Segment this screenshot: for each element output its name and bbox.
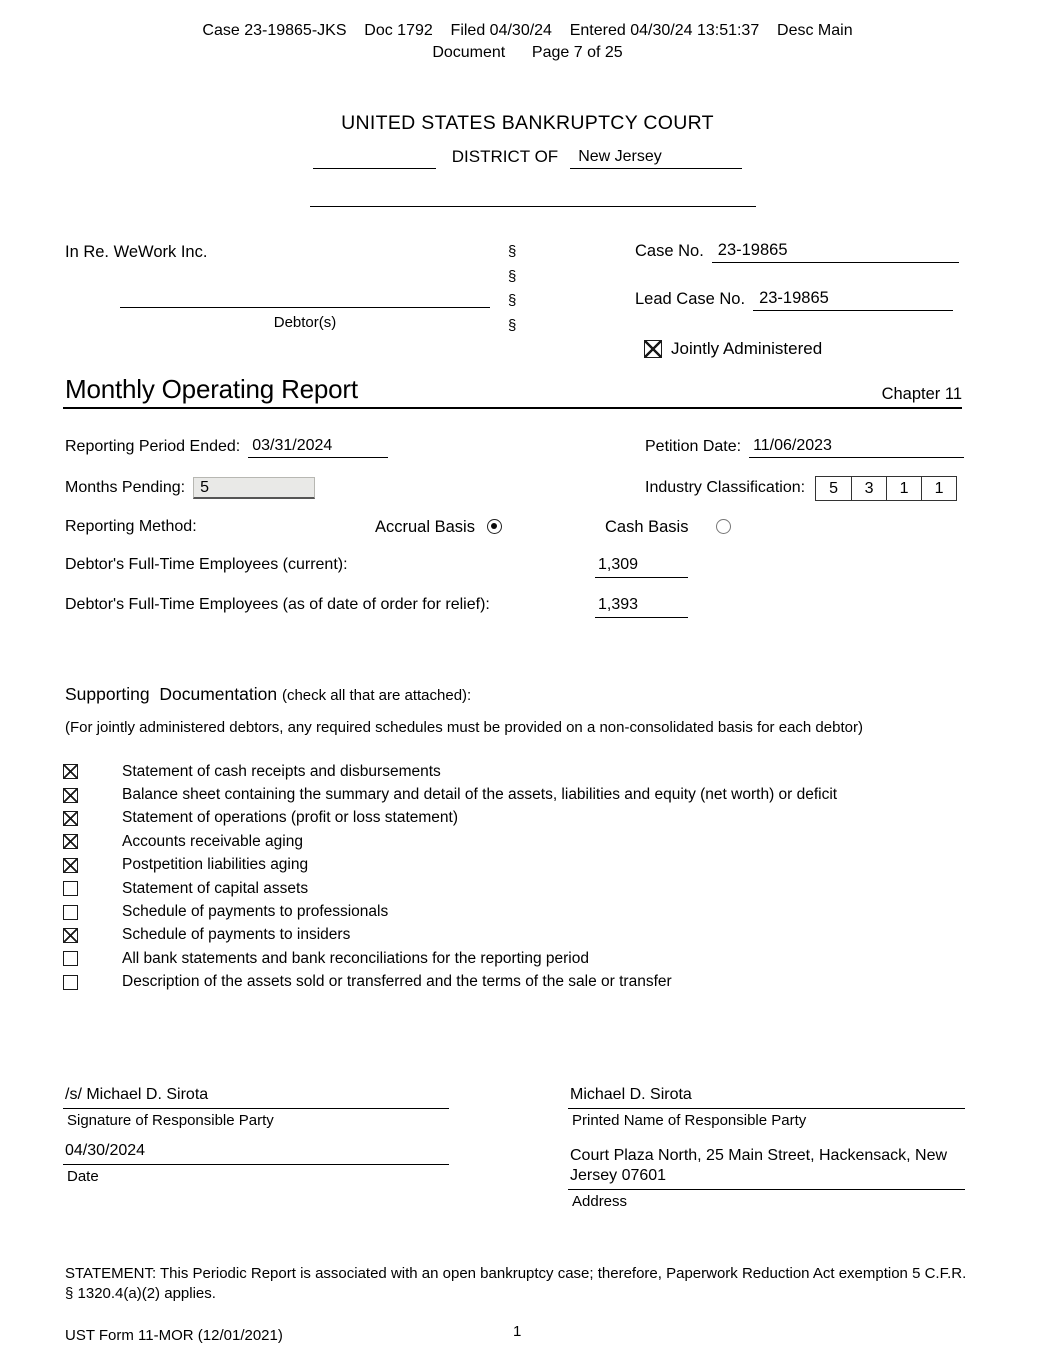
attachment-label: Statement of operations (profit or loss statement)	[122, 809, 458, 827]
jointly-administered-row	[644, 339, 822, 359]
district-row	[0, 147, 1055, 169]
fte-relief-row	[65, 596, 995, 614]
signature-column	[63, 1086, 449, 1185]
attachment-checkbox[interactable]	[63, 975, 78, 990]
chapter-label: Chapter 11	[881, 385, 962, 403]
page-number: 1	[513, 1323, 522, 1340]
supporting-documentation-subtitle: (check all that are attached):	[281, 687, 472, 704]
form-id: UST Form 11-MOR (12/01/2021)	[65, 1327, 283, 1344]
printed-name-column	[568, 1086, 965, 1210]
attachment-label: Postpetition liabilities aging	[122, 856, 309, 874]
paperwork-reduction-statement: STATEMENT: This Periodic Report is associated with an open bankruptcy case; therefore, Paperwork Reduction Act exemption 5 C.F.R. § 1320.4(a)(2) applies.	[65, 1265, 967, 1302]
court-title: UNITED STATES BANKRUPTCY COURT	[341, 112, 714, 134]
checklist-row	[63, 971, 837, 994]
attachment-checkbox[interactable]	[63, 928, 78, 943]
title-rule	[63, 407, 962, 409]
attachment-checkbox[interactable]	[63, 764, 78, 779]
industry-digit-cell[interactable]: 1	[886, 477, 921, 500]
signature-caption: Signature of Responsible Party	[67, 1112, 274, 1129]
attachment-label: Statement of cash receipts and disbursements	[122, 762, 441, 780]
months-pending-row	[65, 477, 315, 499]
case-no-field[interactable]: 23-19865	[712, 241, 959, 263]
reporting-period-field[interactable]: 03/31/2024	[248, 437, 388, 458]
checklist-row	[63, 854, 837, 877]
attachment-checkbox[interactable]	[63, 905, 78, 920]
supporting-documentation-note: (For jointly administered debtors, any required schedules must be provided on a non-consolidated basis for each debtor)	[65, 719, 863, 736]
lead-case-no-row	[635, 289, 953, 311]
signature-date-caption: Date	[67, 1168, 99, 1185]
printed-name-field[interactable]: Michael D. Sirota	[568, 1086, 965, 1109]
section-symbol: §	[508, 292, 517, 309]
reporting-period-row	[65, 437, 388, 458]
supporting-documentation-heading	[65, 684, 471, 705]
attachment-label: Description of the assets sold or transferred and the terms of the sale or transfer	[122, 973, 672, 991]
attachment-checkbox[interactable]	[63, 811, 78, 826]
fte-current-field[interactable]: 1,309	[595, 556, 688, 578]
jointly-administered-checkbox[interactable]	[644, 340, 662, 358]
attachment-checkbox[interactable]	[63, 834, 78, 849]
filing-stamp-line1: Case 23-19865-JKS Doc 1792 Filed 04/30/24 Entered 04/30/24 13:51:37 Desc Main	[202, 22, 853, 39]
signature-date-field[interactable]: 04/30/2024	[63, 1142, 449, 1165]
debtor-caption: Debtor(s)	[273, 314, 337, 331]
attachment-checklist	[63, 760, 837, 994]
industry-digit-cell[interactable]: 3	[851, 477, 886, 500]
printed-name-caption: Printed Name of Responsible Party	[572, 1112, 807, 1129]
address-caption: Address	[572, 1193, 628, 1210]
attachment-label: Schedule of payments to insiders	[122, 926, 351, 944]
checklist-row	[63, 783, 837, 806]
checklist-row	[63, 760, 837, 783]
blank-underline-field[interactable]	[313, 149, 436, 169]
jointly-administered-label: Jointly Administered	[671, 339, 823, 358]
filing-stamp-header	[0, 20, 1055, 64]
district-of-label: DISTRICT OF	[451, 147, 559, 166]
reporting-period-label: Reporting Period Ended:	[65, 438, 241, 455]
fte-current-label: Debtor's Full-Time Employees (current):	[65, 556, 348, 573]
petition-date-field[interactable]: 11/06/2023	[749, 437, 964, 458]
checklist-row	[63, 877, 837, 900]
attachment-checkbox[interactable]	[63, 788, 78, 803]
attachment-label: All bank statements and bank reconciliations for the reporting period	[122, 949, 589, 967]
checklist-row	[63, 830, 837, 853]
section-symbol: §	[508, 316, 517, 334]
checklist-row	[63, 807, 837, 830]
reporting-method-label: Reporting Method:	[65, 518, 197, 535]
fte-current-row	[65, 556, 995, 574]
industry-digit-cell[interactable]: 1	[921, 477, 956, 500]
section-symbol: §	[508, 243, 517, 260]
industry-digit-cell[interactable]: 5	[829, 479, 839, 497]
fte-relief-field[interactable]: 1,393	[595, 596, 688, 618]
months-pending-field[interactable]: 5	[193, 477, 315, 499]
attachment-checkbox[interactable]	[63, 951, 78, 966]
section-symbol-column	[508, 240, 516, 338]
attachment-label: Accounts receivable aging	[122, 832, 303, 850]
signature-field[interactable]: /s/ Michael D. Sirota	[63, 1086, 449, 1109]
fte-relief-label: Debtor's Full-Time Employees (as of date of order for relief):	[65, 596, 490, 613]
in-re-debtor-name: In Re. WeWork Inc.	[65, 243, 208, 261]
reporting-method-row	[0, 516, 1055, 540]
industry-classification-row	[645, 476, 957, 501]
cash-basis-label: Cash Basis	[605, 518, 689, 536]
attachment-label: Statement of capital assets	[122, 879, 309, 897]
petition-date-row	[645, 437, 964, 458]
accrual-basis-radio[interactable]	[487, 519, 502, 534]
case-no-row	[635, 241, 959, 263]
supporting-documentation-title: Supporting Documentation	[65, 684, 278, 704]
address-field[interactable]: Court Plaza North, 25 Main Street, Hackensack, New Jersey 07601	[568, 1146, 965, 1190]
debtor-underline	[120, 288, 490, 308]
section-symbol: §	[508, 267, 517, 285]
filing-stamp-line2: Document Page 7 of 25	[432, 44, 623, 61]
lead-case-no-label: Lead Case No.	[635, 290, 746, 308]
header-divider-line	[310, 206, 756, 207]
attachment-label: Schedule of payments to professionals	[122, 903, 389, 921]
industry-classification-label: Industry Classification:	[645, 478, 806, 496]
checklist-row	[63, 924, 837, 947]
checklist-row	[63, 900, 837, 923]
attachment-label: Balance sheet containing the summary and detail of the assets, liabilities and equity (net worth) or deficit	[122, 786, 838, 804]
district-value-field[interactable]: New Jersey	[570, 148, 742, 169]
checklist-row	[63, 947, 837, 970]
lead-case-no-field[interactable]: 23-19865	[753, 289, 953, 311]
industry-classification-boxes	[815, 476, 957, 501]
attachment-checkbox[interactable]	[63, 858, 78, 873]
report-title: Monthly Operating Report	[65, 374, 358, 404]
petition-date-label: Petition Date:	[645, 438, 742, 455]
attachment-checkbox[interactable]	[63, 881, 78, 896]
case-no-label: Case No.	[635, 242, 704, 260]
cash-basis-radio[interactable]	[716, 519, 731, 534]
accrual-basis-label: Accrual Basis	[375, 518, 475, 536]
months-pending-label: Months Pending:	[65, 479, 186, 496]
